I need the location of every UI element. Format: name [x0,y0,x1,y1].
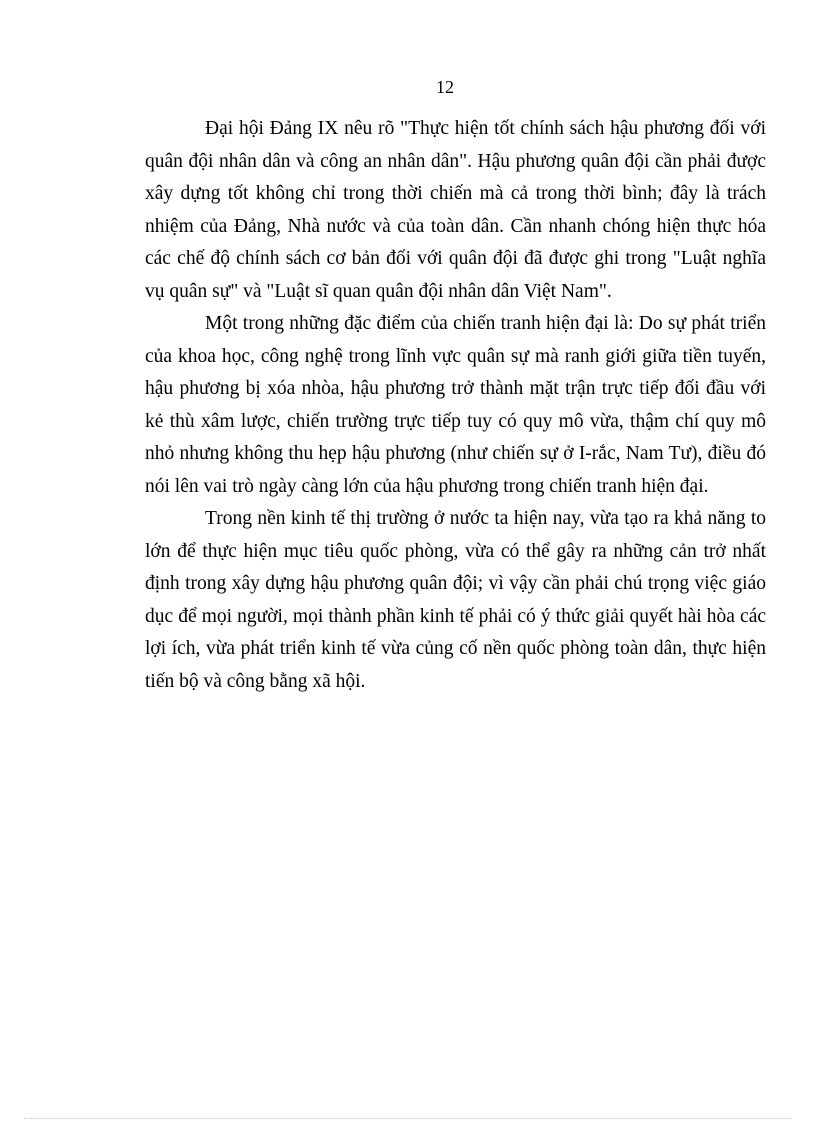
paragraph-3: Trong nền kinh tế thị trường ở nước ta hiện nay, vừa tạo ra khả năng to lớn để thực hiện mục tiêu quốc phòng, vừa có thể gây ra những cản trở nhất định trong xây dựng hậu phương quân đội; vì vậy cần phải chú trọng việc giáo dục để mọi người, mọi thành phần kinh tế phải có ý thức giải quyết hài hòa các lợi ích, vừa phát triển kinh tế vừa củng cố nền quốc phòng toàn dân, thực hiện tiến bộ và công bằng xã hội. [145,508,766,692]
body-text [145,113,766,698]
paragraph-1: Đại hội Đảng IX nêu rõ "Thực hiện tốt chính sách hậu phương đối với quân đội nhân dân và công an nhân dân". Hậu phương quân đội cần phải được xây dựng tốt không chỉ trong thời chiến mà cả trong thời bình; đây là trách nhiệm của Đảng, Nhà nước và của toàn dân. Cần nhanh chóng hiện thực hóa các chế độ chính sách cơ bản đối với quân đội đã được ghi trong "Luật nghĩa vụ quân sự" và "Luật sĩ quan quân đội nhân dân Việt Nam". [145,118,766,302]
page-number: 12 [436,77,454,97]
paragraph-2: Một trong những đặc điểm của chiến tranh hiện đại là: Do sự phát triển của khoa học, công nghệ trong lĩnh vực quân sự mà ranh giới giữa tiền tuyến, hậu phương bị xóa nhòa, hậu phương trở thành mặt trận trực tiếp đối đầu với kẻ thù xâm lược, chiến trường trực tiếp tuy có quy mô vừa, thậm chí quy mô nhỏ nhưng không thu hẹp hậu phương (như chiến sự ở I-rắc, Nam Tư), điều đó nói lên vai trò ngày càng lớn của hậu phương trong chiến tranh hiện đại. [145,313,766,497]
page-bottom-divider [24,1118,792,1119]
